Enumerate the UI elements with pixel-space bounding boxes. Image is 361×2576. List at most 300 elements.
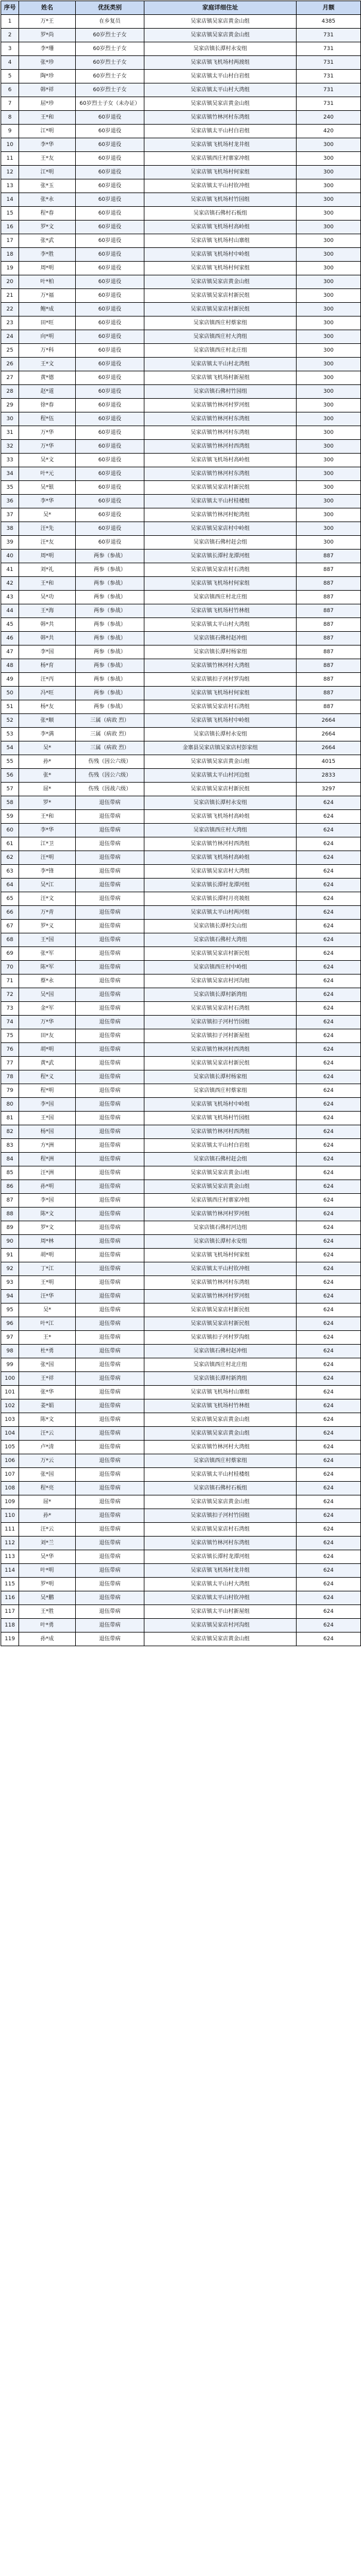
cell-category: 60岁烈士子女: [76, 70, 144, 83]
cell-category: 退伍带病: [76, 1166, 144, 1180]
cell-amount: 3297: [297, 783, 361, 796]
cell-no: 16: [1, 221, 19, 234]
cell-address: 吴家店镇吴家店村河沟组: [144, 1619, 297, 1632]
cell-no: 76: [1, 1043, 19, 1057]
cell-category: 退伍带病: [76, 1413, 144, 1427]
cell-no: 47: [1, 645, 19, 659]
cell-category: 退伍带病: [76, 1180, 144, 1194]
cell-no: 67: [1, 920, 19, 933]
cell-amount: 887: [297, 591, 361, 604]
cell-name: 田*友: [19, 1029, 76, 1043]
cell-category: 退伍带病: [76, 1057, 144, 1070]
cell-address: 吴家店镇吴家店村新民组: [144, 1057, 297, 1070]
cell-address: 吴家店镇飞机场村中岭组: [144, 248, 297, 262]
cell-name: 江*明: [19, 125, 76, 138]
cell-address: 吴家店镇吴家店村石湾组: [144, 563, 297, 577]
cell-address: 吴家店镇西庄村寨家冲组: [144, 1194, 297, 1208]
cell-address: 吴家店镇石佛村石板组: [144, 1482, 297, 1495]
cell-address: 吴家店镇太平山村两河组: [144, 906, 297, 920]
cell-no: 107: [1, 1468, 19, 1482]
cell-name: 孙*: [19, 1509, 76, 1523]
cell-category: 60岁退役: [76, 207, 144, 221]
cell-category: 退伍带病: [76, 1345, 144, 1358]
cell-no: 68: [1, 933, 19, 947]
cell-no: 109: [1, 1495, 19, 1509]
cell-amount: 731: [297, 97, 361, 111]
cell-amount: 2664: [297, 714, 361, 728]
cell-category: 退伍带病: [76, 1070, 144, 1084]
cell-address: 吴家店镇竹林河村大湾组: [144, 1441, 297, 1454]
cell-category: 退伍带病: [76, 1386, 144, 1399]
table-row: [1, 152, 361, 166]
cell-name: 胡*明: [19, 1043, 76, 1057]
table-row: [1, 399, 361, 412]
cell-address: 吴家店镇飞机场村两渡组: [144, 56, 297, 70]
table-row: [1, 783, 361, 796]
cell-no: 32: [1, 440, 19, 454]
cell-address: 吴家店镇飞机场村龙井组: [144, 1564, 297, 1578]
cell-no: 74: [1, 1016, 19, 1029]
cell-category: 退伍带病: [76, 1372, 144, 1386]
table-row: [1, 879, 361, 892]
cell-name: 罗*: [19, 796, 76, 810]
cell-name: 程*伍: [19, 412, 76, 426]
cell-address: 吴家店镇太平山村白岩组: [144, 70, 297, 83]
cell-no: 20: [1, 275, 19, 289]
cell-category: 退伍带病: [76, 1564, 144, 1578]
cell-no: 23: [1, 316, 19, 330]
cell-category: 两参（参战）: [76, 550, 144, 563]
beneficiary-table: [1, 1, 361, 1646]
cell-amount: 300: [297, 152, 361, 166]
cell-name: 汪*文: [19, 892, 76, 906]
table-row: [1, 481, 361, 495]
cell-name: 鲍*成: [19, 303, 76, 316]
cell-name: 程*亮: [19, 1482, 76, 1495]
cell-amount: 624: [297, 1290, 361, 1303]
cell-name: 张*: [19, 769, 76, 783]
cell-address: 吴家店镇长潭村龙潭河组: [144, 550, 297, 563]
cell-amount: 300: [297, 385, 361, 399]
cell-no: 104: [1, 1427, 19, 1441]
cell-address: 吴家店镇石佛村河边组: [144, 1221, 297, 1235]
cell-address: 吴家店镇吴家店村新民组: [144, 481, 297, 495]
cell-no: 45: [1, 618, 19, 632]
cell-amount: 624: [297, 865, 361, 879]
table-row: [1, 1358, 361, 1372]
cell-amount: 300: [297, 508, 361, 522]
cell-address: 吴家店镇太平山村钦冲组: [144, 1262, 297, 1276]
cell-category: 退伍带病: [76, 865, 144, 879]
cell-category: 60岁退役: [76, 193, 144, 207]
table-row: [1, 1591, 361, 1605]
cell-no: 93: [1, 1276, 19, 1290]
cell-no: 84: [1, 1153, 19, 1166]
cell-amount: 624: [297, 1317, 361, 1331]
cell-name: 吴*鹏: [19, 1591, 76, 1605]
cell-category: 两参（参战）: [76, 645, 144, 659]
cell-category: 60岁退役: [76, 179, 144, 193]
cell-category: 60岁烈士子女（未办证）: [76, 97, 144, 111]
cell-category: 退伍带病: [76, 1619, 144, 1632]
cell-address: 吴家店镇太平山村钦冲组: [144, 1591, 297, 1605]
cell-amount: 887: [297, 577, 361, 591]
table-row: [1, 604, 361, 618]
cell-amount: 624: [297, 892, 361, 906]
table-row: [1, 1632, 361, 1646]
cell-address: 吴家店镇太平山村大湾组: [144, 1578, 297, 1591]
cell-no: 36: [1, 495, 19, 508]
cell-name: 汪*云: [19, 1523, 76, 1537]
cell-no: 94: [1, 1290, 19, 1303]
cell-amount: 624: [297, 810, 361, 824]
cell-address: 吴家店镇竹林河村蛇湾组: [144, 508, 297, 522]
cell-category: 退伍带病: [76, 988, 144, 1002]
cell-amount: 624: [297, 796, 361, 810]
cell-address: 吴家店镇竹林河村罗河组: [144, 1290, 297, 1303]
table-row: [1, 1578, 361, 1591]
cell-category: 60岁退役: [76, 166, 144, 179]
cell-name: 张*华: [19, 1386, 76, 1399]
cell-address: 吴家店镇长潭村永安组: [144, 42, 297, 56]
cell-no: 46: [1, 632, 19, 645]
cell-amount: 624: [297, 1029, 361, 1043]
cell-name: 杨*育: [19, 659, 76, 673]
cell-name: 王*和: [19, 810, 76, 824]
cell-address: 吴家店镇西庄村大湾组: [144, 824, 297, 837]
cell-address: 吴家店镇吴家店村新民组: [144, 289, 297, 303]
cell-address: 吴家店镇西庄村蔡家组: [144, 316, 297, 330]
cell-no: 90: [1, 1235, 19, 1249]
cell-amount: 420: [297, 125, 361, 138]
table-row: [1, 1605, 361, 1619]
cell-name: 李*华: [19, 138, 76, 152]
cell-no: 81: [1, 1112, 19, 1125]
cell-amount: 731: [297, 42, 361, 56]
cell-name: 王*祥: [19, 1372, 76, 1386]
cell-address: 吴家店镇太平山村白岩组: [144, 1139, 297, 1153]
cell-category: 60岁退役: [76, 481, 144, 495]
cell-name: 罗*义: [19, 920, 76, 933]
cell-amount: 300: [297, 303, 361, 316]
cell-amount: 624: [297, 933, 361, 947]
cell-no: 92: [1, 1262, 19, 1276]
cell-name: 吴*江: [19, 879, 76, 892]
cell-name: 周*林: [19, 1235, 76, 1249]
cell-category: 60岁退役: [76, 111, 144, 125]
table-row: [1, 632, 361, 645]
table-body: [1, 15, 361, 1646]
cell-amount: 624: [297, 851, 361, 865]
cell-amount: 887: [297, 645, 361, 659]
cell-no: 73: [1, 1002, 19, 1016]
cell-address: 吴家店镇吴家店村新民组: [144, 1303, 297, 1317]
cell-no: 89: [1, 1221, 19, 1235]
table-row: [1, 700, 361, 714]
cell-name: 李*国: [19, 1098, 76, 1112]
cell-amount: 624: [297, 1427, 361, 1441]
table-row: [1, 933, 361, 947]
cell-amount: 731: [297, 70, 361, 83]
cell-no: 99: [1, 1358, 19, 1372]
cell-address: 吴家店镇太平山村桂楼组: [144, 495, 297, 508]
cell-address: 吴家店镇吴家店黄金山组: [144, 1495, 297, 1509]
cell-amount: 300: [297, 193, 361, 207]
header-no: 序号: [1, 1, 19, 15]
cell-address: 吴家店镇飞机场村何家组: [144, 166, 297, 179]
cell-amount: 624: [297, 1399, 361, 1413]
cell-category: 退伍带病: [76, 1084, 144, 1098]
cell-name: 吴*: [19, 508, 76, 522]
cell-no: 6: [1, 83, 19, 97]
cell-amount: 300: [297, 399, 361, 412]
table-row: [1, 618, 361, 632]
table-row: [1, 728, 361, 741]
cell-no: 110: [1, 1509, 19, 1523]
cell-address: 吴家店镇飞机场村高岭组: [144, 810, 297, 824]
cell-address: 吴家店镇长潭村尖山组: [144, 920, 297, 933]
cell-address: 吴家店镇吴家店村石湾组: [144, 1523, 297, 1537]
cell-address: 吴家店镇西庄村北庄组: [144, 1358, 297, 1372]
table-row: [1, 385, 361, 399]
cell-amount: 624: [297, 1262, 361, 1276]
cell-amount: 624: [297, 1016, 361, 1029]
cell-no: 114: [1, 1564, 19, 1578]
table-row: [1, 1372, 361, 1386]
cell-category: 60岁退役: [76, 275, 144, 289]
table-row: [1, 1125, 361, 1139]
cell-address: 吴家店镇飞机场村山寨组: [144, 1386, 297, 1399]
cell-name: 张*珍: [19, 56, 76, 70]
cell-address: 吴家店镇飞机场村高岭组: [144, 454, 297, 467]
cell-category: 两参（参战）: [76, 577, 144, 591]
cell-amount: 300: [297, 316, 361, 330]
table-row: [1, 371, 361, 385]
cell-name: 方*洲: [19, 1139, 76, 1153]
table-row: [1, 892, 361, 906]
cell-address: 吴家店镇西庄村大湾组: [144, 330, 297, 344]
cell-category: 伤残（因公六级）: [76, 769, 144, 783]
cell-category: 60岁退役: [76, 399, 144, 412]
table-header-row: [1, 1, 361, 15]
cell-category: 两参（参战）: [76, 673, 144, 687]
cell-no: 77: [1, 1057, 19, 1070]
cell-amount: 300: [297, 467, 361, 481]
cell-name: 王*和: [19, 577, 76, 591]
cell-name: 万*华: [19, 426, 76, 440]
table-row: [1, 1399, 361, 1413]
table-row: [1, 1509, 361, 1523]
table-row: [1, 316, 361, 330]
cell-amount: 624: [297, 1070, 361, 1084]
table-row: [1, 42, 361, 56]
cell-address: 吴家店镇太平山村大湾组: [144, 618, 297, 632]
cell-category: 退伍带病: [76, 1454, 144, 1468]
cell-category: 60岁烈士子女: [76, 56, 144, 70]
cell-address: 吴家店镇竹林河村西湾组: [144, 1043, 297, 1057]
cell-address: 吴家店镇长潭村杨家组: [144, 645, 297, 659]
cell-amount: 4015: [297, 755, 361, 769]
cell-name: 汪*云: [19, 1427, 76, 1441]
cell-amount: 624: [297, 920, 361, 933]
cell-amount: 300: [297, 275, 361, 289]
cell-category: 退伍带病: [76, 1029, 144, 1043]
cell-address: 吴家店镇扣子河村竹园组: [144, 1016, 297, 1029]
cell-address: 吴家店镇竹林河村东湾组: [144, 467, 297, 481]
cell-no: 55: [1, 755, 19, 769]
cell-address: 吴家店镇长潭村永安组: [144, 1235, 297, 1249]
cell-amount: 300: [297, 234, 361, 248]
cell-amount: 2664: [297, 728, 361, 741]
cell-name: 李*华: [19, 495, 76, 508]
cell-category: 60岁退役: [76, 152, 144, 166]
cell-name: 江*明: [19, 166, 76, 179]
cell-category: 60岁退役: [76, 536, 144, 550]
cell-amount: 731: [297, 29, 361, 42]
cell-category: 三属（病故 烈）: [76, 714, 144, 728]
cell-amount: 624: [297, 1578, 361, 1591]
cell-no: 85: [1, 1166, 19, 1180]
cell-no: 102: [1, 1399, 19, 1413]
cell-address: 吴家店镇飞机场村何家组: [144, 1249, 297, 1262]
cell-no: 65: [1, 892, 19, 906]
cell-no: 31: [1, 426, 19, 440]
cell-amount: 887: [297, 563, 361, 577]
table-row: [1, 1112, 361, 1125]
cell-amount: 624: [297, 1002, 361, 1016]
cell-category: 退伍带病: [76, 851, 144, 865]
table-row: [1, 988, 361, 1002]
cell-amount: 887: [297, 659, 361, 673]
cell-address: 吴家店镇长潭村龙潭河组: [144, 1550, 297, 1564]
header-name: 姓名: [19, 1, 76, 15]
cell-no: 50: [1, 687, 19, 700]
cell-no: 108: [1, 1482, 19, 1495]
cell-address: 吴家店镇吴家店黄金山组: [144, 1166, 297, 1180]
table-row: [1, 1550, 361, 1564]
cell-amount: 300: [297, 426, 361, 440]
cell-name: 胡*明: [19, 1249, 76, 1262]
cell-category: 两参（参战）: [76, 591, 144, 604]
cell-name: 孙*明: [19, 1180, 76, 1194]
cell-name: 万*科: [19, 344, 76, 358]
table-row: [1, 1331, 361, 1345]
cell-category: 退伍带病: [76, 1509, 144, 1523]
cell-name: 杨*国: [19, 1125, 76, 1139]
cell-no: 87: [1, 1194, 19, 1208]
cell-no: 40: [1, 550, 19, 563]
cell-name: 李*国: [19, 645, 76, 659]
cell-amount: 624: [297, 1208, 361, 1221]
cell-category: 三属（病故 烈）: [76, 728, 144, 741]
cell-no: 80: [1, 1098, 19, 1112]
cell-no: 98: [1, 1345, 19, 1358]
cell-no: 44: [1, 604, 19, 618]
cell-name: 罗*尚: [19, 29, 76, 42]
table-row: [1, 755, 361, 769]
cell-category: 退伍带病: [76, 1276, 144, 1290]
cell-category: 退伍带病: [76, 1262, 144, 1276]
cell-amount: 887: [297, 604, 361, 618]
cell-amount: 624: [297, 1358, 361, 1372]
cell-no: 96: [1, 1317, 19, 1331]
cell-address: 吴家店镇太平山村白岩组: [144, 125, 297, 138]
cell-address: 吴家店镇太平山村北湾组: [144, 358, 297, 371]
cell-address: 吴家店镇扣子河村罗沟组: [144, 1331, 297, 1345]
table-row: [1, 495, 361, 508]
cell-name: 张*军: [19, 947, 76, 961]
cell-amount: 624: [297, 1166, 361, 1180]
cell-no: 66: [1, 906, 19, 920]
table-row: [1, 1166, 361, 1180]
table-row: [1, 810, 361, 824]
table-row: [1, 111, 361, 125]
table-row: [1, 974, 361, 988]
cell-amount: 887: [297, 632, 361, 645]
cell-no: 101: [1, 1386, 19, 1399]
cell-no: 10: [1, 138, 19, 152]
cell-name: 吴*功: [19, 591, 76, 604]
cell-amount: 624: [297, 1249, 361, 1262]
cell-name: 万*云: [19, 1454, 76, 1468]
cell-name: 万*华: [19, 440, 76, 454]
cell-address: 吴家店镇飞机场村竹林组: [144, 1399, 297, 1413]
cell-no: 18: [1, 248, 19, 262]
table-row: [1, 1194, 361, 1208]
cell-name: 吴*: [19, 1303, 76, 1317]
cell-amount: 624: [297, 1303, 361, 1317]
table-row: [1, 344, 361, 358]
cell-name: 王*: [19, 1331, 76, 1345]
cell-name: 刘*礼: [19, 563, 76, 577]
cell-address: 金寨县吴家店镇吴家店村彭家组: [144, 741, 297, 755]
cell-name: 周*明: [19, 550, 76, 563]
cell-address: 吴家店镇竹林河村东湾组: [144, 1537, 297, 1550]
cell-no: 79: [1, 1084, 19, 1098]
cell-amount: 624: [297, 1221, 361, 1235]
cell-address: 吴家店镇飞机场村高岭组: [144, 851, 297, 865]
table-row: [1, 577, 361, 591]
table-row: [1, 289, 361, 303]
table-row: [1, 262, 361, 275]
table-row: [1, 426, 361, 440]
header-address: 家庭详细住址: [144, 1, 297, 15]
table-row: [1, 97, 361, 111]
cell-category: 退伍带病: [76, 1303, 144, 1317]
table-row: [1, 961, 361, 974]
cell-no: 11: [1, 152, 19, 166]
cell-no: 58: [1, 796, 19, 810]
table-row: [1, 741, 361, 755]
cell-no: 3: [1, 42, 19, 56]
cell-no: 64: [1, 879, 19, 892]
cell-no: 115: [1, 1578, 19, 1591]
cell-address: 吴家店镇飞机场村竹园组: [144, 1112, 297, 1125]
table-row: [1, 70, 361, 83]
cell-name: 田*旺: [19, 316, 76, 330]
cell-address: 吴家店镇石佛村大湾组: [144, 933, 297, 947]
cell-amount: 624: [297, 1413, 361, 1427]
cell-category: 60岁烈士子女: [76, 83, 144, 97]
cell-amount: 624: [297, 1386, 361, 1399]
cell-address: 吴家店镇吴家店村石湾组: [144, 700, 297, 714]
cell-name: 吴*: [19, 741, 76, 755]
cell-name: 周*明: [19, 262, 76, 275]
cell-name: 万*王: [19, 15, 76, 29]
cell-no: 103: [1, 1413, 19, 1427]
cell-amount: 624: [297, 1345, 361, 1358]
cell-name: 汪*先: [19, 522, 76, 536]
